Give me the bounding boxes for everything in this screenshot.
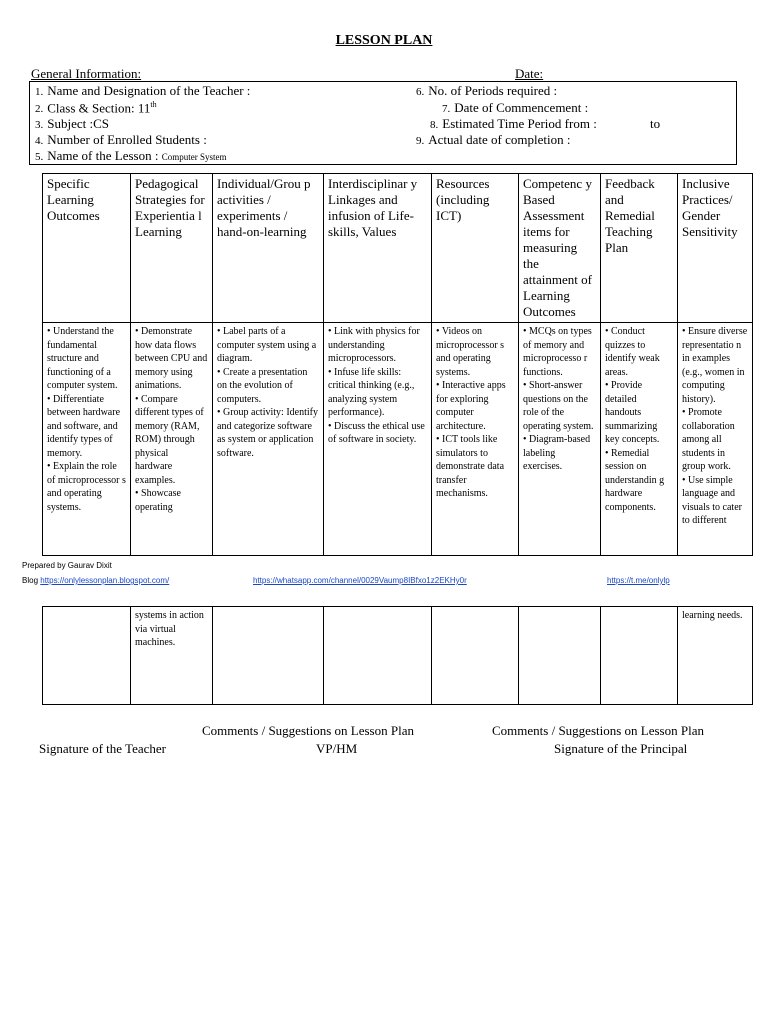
- header-cell: Specific Learning Outcomes: [43, 174, 131, 323]
- table-cell: • Ensure diverse representatio n in examples (e.g., women in computing history). • Promote collaboration among all students in group work. • Use simple language and visuals to cater to different: [678, 323, 753, 556]
- info-item-class: 2. Class & Section: 11th: [35, 100, 157, 116]
- header-cell: Competenc y Based Assessment items for measuring the attainment of Learning Outcomes: [519, 174, 601, 323]
- table-cell: • Understand the fundamental structure and functioning of a computer system. • Differentiate between hardware and software, and identify types of memory. • Explain the role of microprocessor s and operating systems.: [43, 323, 131, 556]
- header-cell: Individual/Grou p activities / experiments / hand-on-learning: [213, 174, 324, 323]
- table-row: [43, 607, 753, 705]
- table-cell: • MCQs on types of memory and microprocesso r functions. • Short-answer questions on the role of the operating system. • Diagram-based labeling exercises.: [519, 323, 601, 556]
- blog-label: Blog: [22, 576, 39, 585]
- prepared-by: Prepared by Gaurav Dixit: [22, 561, 112, 570]
- whatsapp-link[interactable]: https://whatsapp.com/channel/0029Vaump8IBfxo1z2EKHy0r: [253, 576, 467, 585]
- blog-link[interactable]: https://onlylessonplan.blogspot.com/: [40, 576, 170, 585]
- header-cell: Interdisciplinar y Linkages and infusion of Life-skills, Values: [324, 174, 432, 323]
- table-cell: systems in action via virtual machines.: [131, 607, 213, 705]
- header-cell: Feedback and Remedial Teaching Plan: [601, 174, 678, 323]
- table-cell: [213, 607, 324, 705]
- principal-signature-label: Signature of the Principal: [554, 741, 688, 756]
- comments-vp-label: Comments / Suggestions on Lesson Plan: [202, 723, 414, 738]
- table-cell: • Demonstrate how data flows between CPU and memory using animations. • Compare different types of memory (RAM, ROM) through physical hardware examples. • Showcase operating: [131, 323, 213, 556]
- info-item-students: 4. Number of Enrolled Students :: [35, 132, 207, 147]
- info-item-time-to: to: [650, 116, 661, 131]
- blog-line: [22, 576, 169, 585]
- header-cell: Resources (including ICT): [432, 174, 519, 323]
- table-cell: [432, 607, 519, 705]
- table-cell: • Videos on microprocessor s and operating systems. • Interactive apps for exploring computer architecture. • ICT tools like simulators to demonstrate data transfer mechanisms.: [432, 323, 519, 556]
- lesson-plan-table-continued: [42, 606, 753, 705]
- general-info-box: [29, 81, 737, 165]
- teacher-signature-label: Signature of the Teacher: [39, 741, 166, 756]
- info-item-periods: 6. No. of Periods required :: [416, 83, 558, 98]
- telegram-link[interactable]: https://t.me/onlylp: [607, 576, 670, 585]
- table-cell: • Link with physics for understanding microprocessors. • Infuse life skills: critical thinking (e.g., analyzing system performance). • Discuss the ethical use of software in society.: [324, 323, 432, 556]
- table-cell: [43, 607, 131, 705]
- table-row: [43, 323, 753, 556]
- lesson-plan-table: [42, 173, 753, 556]
- table-cell: • Label parts of a computer system using a diagram. • Create a presentation on the evolution of computers. • Group activity: Identify and categorize software as system or application software.: [213, 323, 324, 556]
- date-label: Date:: [515, 66, 544, 81]
- info-item-completion: 9. Actual date of completion :: [416, 132, 571, 147]
- info-item-time-period: 8. Estimated Time Period from :: [430, 116, 597, 131]
- comments-principal-label: Comments / Suggestions on Lesson Plan: [492, 723, 704, 738]
- table-cell: [601, 607, 678, 705]
- table-cell: [519, 607, 601, 705]
- vp-signature-label: VP/HM: [316, 741, 358, 756]
- info-item-subject: 3. Subject :CS: [35, 116, 110, 131]
- page-title: LESSON PLAN: [335, 33, 433, 48]
- table-header-row: [43, 174, 753, 323]
- info-item-teacher: 1. Name and Designation of the Teacher :: [35, 83, 251, 98]
- info-item-lesson: 5. Name of the Lesson : Computer System: [35, 148, 227, 163]
- header-cell: Inclusive Practices/ Gender Sensitivity: [678, 174, 753, 323]
- table-cell: learning needs.: [678, 607, 753, 705]
- info-item-commencement: 7. Date of Commencement :: [442, 100, 589, 115]
- table-cell: [324, 607, 432, 705]
- header-cell: Pedagogical Strategies for Experientia l Learning: [131, 174, 213, 323]
- table-cell: • Conduct quizzes to identify weak areas. • Provide detailed handouts summarizing key concepts. • Remedial session on understandin g hardware components.: [601, 323, 678, 556]
- general-info-label: General Information:: [31, 66, 142, 81]
